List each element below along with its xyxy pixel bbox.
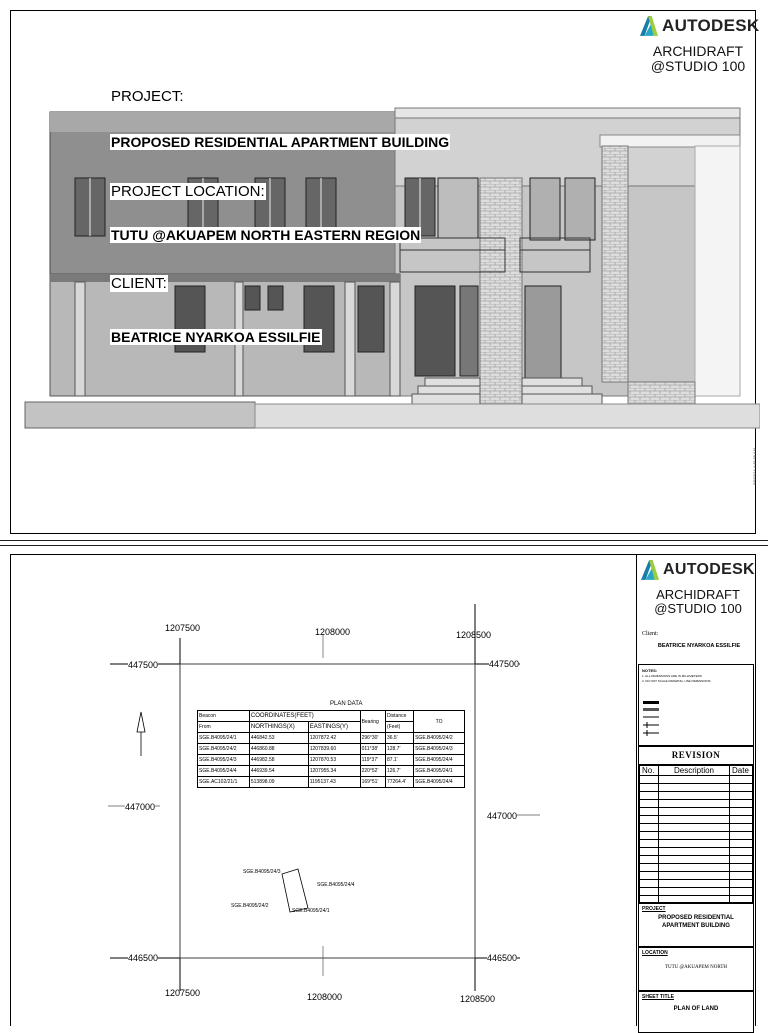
plan-data-row <box>198 777 465 788</box>
beacon-label: SGE.B4095/24/1 <box>292 908 330 914</box>
col-feet: (Feet) <box>385 722 413 733</box>
plan-data-cell: 446939.54 <box>249 766 308 777</box>
firm-line2: @STUDIO 100 <box>650 57 746 74</box>
plan-data-title: PLAN DATA <box>330 701 363 707</box>
revision-row <box>640 888 753 896</box>
revision-cell <box>730 856 753 864</box>
revision-cell <box>730 800 753 808</box>
revision-cell <box>640 784 659 792</box>
revision-cell <box>640 840 659 848</box>
grid-x-bottom-1: 1207500 <box>165 988 201 998</box>
revision-row <box>640 824 753 832</box>
col-beacon: Beacon <box>198 711 250 722</box>
legend-symbols-icon <box>643 701 663 741</box>
firm-line2: @STUDIO 100 <box>654 600 742 616</box>
plan-data-cell: SGE.AC102/21/1 <box>198 777 250 788</box>
revision-cell <box>659 792 730 800</box>
revision-cell <box>659 848 730 856</box>
location-value: TUTU @AKUAPEM NORTH EASTERN REGION <box>111 227 421 243</box>
tb-client-label: Client: <box>642 631 659 637</box>
grid-x-bottom-2: 1208000 <box>307 992 343 1002</box>
revision-cell <box>659 832 730 840</box>
plan-data-table <box>197 710 465 788</box>
revision-cell <box>640 848 659 856</box>
plan-data-row <box>198 766 465 777</box>
revision-cell <box>659 880 730 888</box>
plan-data-cell: 119°37' <box>360 755 385 766</box>
plan-data-cell: 446842.53 <box>249 733 308 744</box>
revision-cell <box>659 888 730 896</box>
revision-cell <box>659 840 730 848</box>
revision-row <box>640 792 753 800</box>
grid-y-right-2: 447000 <box>487 811 518 821</box>
revision-cell <box>659 824 730 832</box>
location-label: PROJECT LOCATION: <box>111 183 265 200</box>
revision-cell <box>659 808 730 816</box>
revision-cell <box>730 848 753 856</box>
revision-section <box>638 746 754 903</box>
revision-cell <box>659 856 730 864</box>
tb-project-value: PROPOSED RESIDENTIAL APARTMENT BUILDING <box>658 915 734 929</box>
grid-y-right-3: 446500 <box>487 953 518 963</box>
revision-cell <box>640 808 659 816</box>
plan-data-cell: 011°38' <box>360 744 385 755</box>
autodesk-logo-icon <box>641 560 659 580</box>
grid-x-top-1: 1207500 <box>165 623 201 633</box>
col-bearing: Bearing <box>360 711 385 733</box>
plan-data-cell: 128.7' <box>385 744 413 755</box>
revision-title: REVISION <box>639 747 753 765</box>
plan-data-cell: 169°51' <box>360 777 385 788</box>
revision-cell <box>730 840 753 848</box>
plan-data-cell: 1207839.60 <box>308 744 360 755</box>
grid-y-left-3: 446500 <box>128 953 159 963</box>
plan-data-cell: 296°30' <box>360 733 385 744</box>
plan-data-cell: SGE.B4095/24/1 <box>198 733 250 744</box>
revision-cell <box>659 800 730 808</box>
revision-row <box>640 800 753 808</box>
tb-location-label: LOCATION <box>642 950 668 956</box>
autodesk-wordmark: AUTODESK <box>662 16 760 35</box>
notes-section <box>638 664 754 746</box>
revision-cell <box>730 880 753 888</box>
plan-data-row <box>198 733 465 744</box>
firm-name <box>648 588 748 615</box>
revision-cell <box>659 872 730 880</box>
tb-sheet-title-label: SHEET TITLE <box>642 994 674 1000</box>
plan-data-cell: 446982.58 <box>249 755 308 766</box>
autodesk-logo <box>640 16 760 36</box>
revision-cell <box>730 872 753 880</box>
note-1: 1. ALL DIMENSIONS ARE IN MILLIMETERS <box>642 674 702 678</box>
revision-cell <box>730 792 753 800</box>
north-arrow-icon <box>137 712 145 756</box>
revision-cell <box>659 864 730 872</box>
plan-data-cell: SGE.B4095/24/2 <box>414 733 465 744</box>
revision-row <box>640 864 753 872</box>
revision-cell <box>640 832 659 840</box>
plan-data-cell: SGE.B4095/24/2 <box>198 744 250 755</box>
grid-y-left-2: 447000 <box>125 802 156 812</box>
grid-y-right-1: 447500 <box>489 659 520 669</box>
revision-row <box>640 880 753 888</box>
plan-data-cell: SGE.B4095/24/4 <box>414 755 465 766</box>
plan-data-cell: SGE.B4095/24/1 <box>414 766 465 777</box>
revision-cell <box>640 776 659 784</box>
client-value: BEATRICE NYARKOA ESSILFIE <box>111 329 321 345</box>
beacon-label: SGE.B4095/24/2 <box>231 903 269 909</box>
grid-x-top-3: 1208500 <box>456 630 492 640</box>
revision-cell <box>659 784 730 792</box>
revision-cell <box>659 776 730 784</box>
revision-cell <box>640 824 659 832</box>
project-value: PROPOSED RESIDENTIAL APARTMENT BUILDING <box>111 134 450 150</box>
plan-data-cell: SGE.B4095/24/3 <box>198 755 250 766</box>
plan-data-cell: 446860.88 <box>249 744 308 755</box>
col-from: From <box>198 722 250 733</box>
revision-row <box>640 832 753 840</box>
revision-row <box>640 848 753 856</box>
revision-cell <box>730 832 753 840</box>
revision-cell <box>640 864 659 872</box>
revision-cell <box>659 816 730 824</box>
plan-data-cell: SGE.B4095/24/4 <box>198 766 250 777</box>
plan-data-cell: 77264.4' <box>385 777 413 788</box>
rev-col-description: Description <box>659 766 730 776</box>
plan-data-cell: SGE.B4095/24/4 <box>414 777 465 788</box>
project-label: PROJECT: <box>111 88 184 105</box>
revision-row <box>640 872 753 880</box>
plan-data-cell: SGE.B4095/24/3 <box>414 744 465 755</box>
plan-data-cell: 87.1' <box>385 755 413 766</box>
plan-data-cell: 126.7' <box>385 766 413 777</box>
revision-cell <box>730 776 753 784</box>
revision-cell <box>640 792 659 800</box>
firm-line1: ARCHIDRAFT <box>656 587 740 602</box>
firm-line1: ARCHIDRAFT <box>652 43 744 59</box>
col-eastings: EASTINGS(Y) <box>308 722 360 733</box>
revision-cell <box>640 816 659 824</box>
revision-cell <box>730 808 753 816</box>
revision-row <box>640 776 753 784</box>
revision-row <box>640 840 753 848</box>
tb-client-value: BEATRICE NYARKOA ESSILFIE <box>657 643 741 649</box>
revision-cell <box>640 856 659 864</box>
tb-location-value: TUTU @AKUAPEM NORTH <box>664 965 728 970</box>
plan-data-cell: 513898.09 <box>249 777 308 788</box>
revision-cell <box>640 800 659 808</box>
beacon-label: SGE.B4095/24/3 <box>243 869 281 875</box>
revision-row <box>640 808 753 816</box>
col-distance: Distance <box>385 711 413 722</box>
revision-cell <box>730 816 753 824</box>
plan-data-row <box>198 744 465 755</box>
plan-data-cell: 1207872.42 <box>308 733 360 744</box>
col-coordinates: COORDINATES(FEET) <box>249 711 360 722</box>
autodesk-logo <box>641 560 755 580</box>
note-2: 2. DO NOT SCALE DRAWING, USE DIMENSIONS <box>642 679 711 683</box>
rev-col-no: No. <box>640 766 659 776</box>
location-section <box>638 947 754 991</box>
revision-cell <box>640 888 659 896</box>
revision-row <box>640 856 753 864</box>
revision-cell <box>730 864 753 872</box>
plan-sheet <box>0 545 768 1025</box>
autodesk-logo-icon <box>640 16 658 36</box>
revision-cell <box>730 784 753 792</box>
plan-data-cell: 1195137.43 <box>308 777 360 788</box>
col-to: TO <box>414 711 465 733</box>
firm-name <box>650 44 746 73</box>
project-section <box>638 903 754 947</box>
plan-data-cell: 1207955.34 <box>308 766 360 777</box>
plan-data-row <box>198 755 465 766</box>
plan-data-cell: 36.5' <box>385 733 413 744</box>
grid-y-left-1: 447500 <box>128 660 159 670</box>
beacon-label: SGE.B4095/24/4 <box>317 882 355 888</box>
revision-cell <box>640 880 659 888</box>
tb-project-label: PROJECT <box>642 906 666 912</box>
client-label: CLIENT: <box>111 275 167 292</box>
plan-data-cell: 1207870.53 <box>308 755 360 766</box>
plot-timestamp: 5/6/2024 4:46:59 AM <box>752 448 757 485</box>
autodesk-wordmark: AUTODESK <box>663 561 755 578</box>
sheet-title-section <box>638 991 754 1033</box>
notes-label: NOTES: <box>642 668 658 673</box>
tb-sheet-title-value: PLAN OF LAND <box>673 1006 719 1012</box>
land-parcel <box>282 869 308 912</box>
revision-row <box>640 816 753 824</box>
col-northings: NORTHINGS(X) <box>249 722 308 733</box>
revision-cell <box>730 888 753 896</box>
revision-cell <box>640 872 659 880</box>
revision-row <box>640 784 753 792</box>
rev-col-date: Date <box>730 766 753 776</box>
revision-table <box>639 765 753 904</box>
grid-x-top-2: 1208000 <box>315 627 351 637</box>
plan-data-cell: 220°52' <box>360 766 385 777</box>
grid-x-bottom-3: 1208500 <box>460 994 496 1004</box>
revision-cell <box>730 824 753 832</box>
